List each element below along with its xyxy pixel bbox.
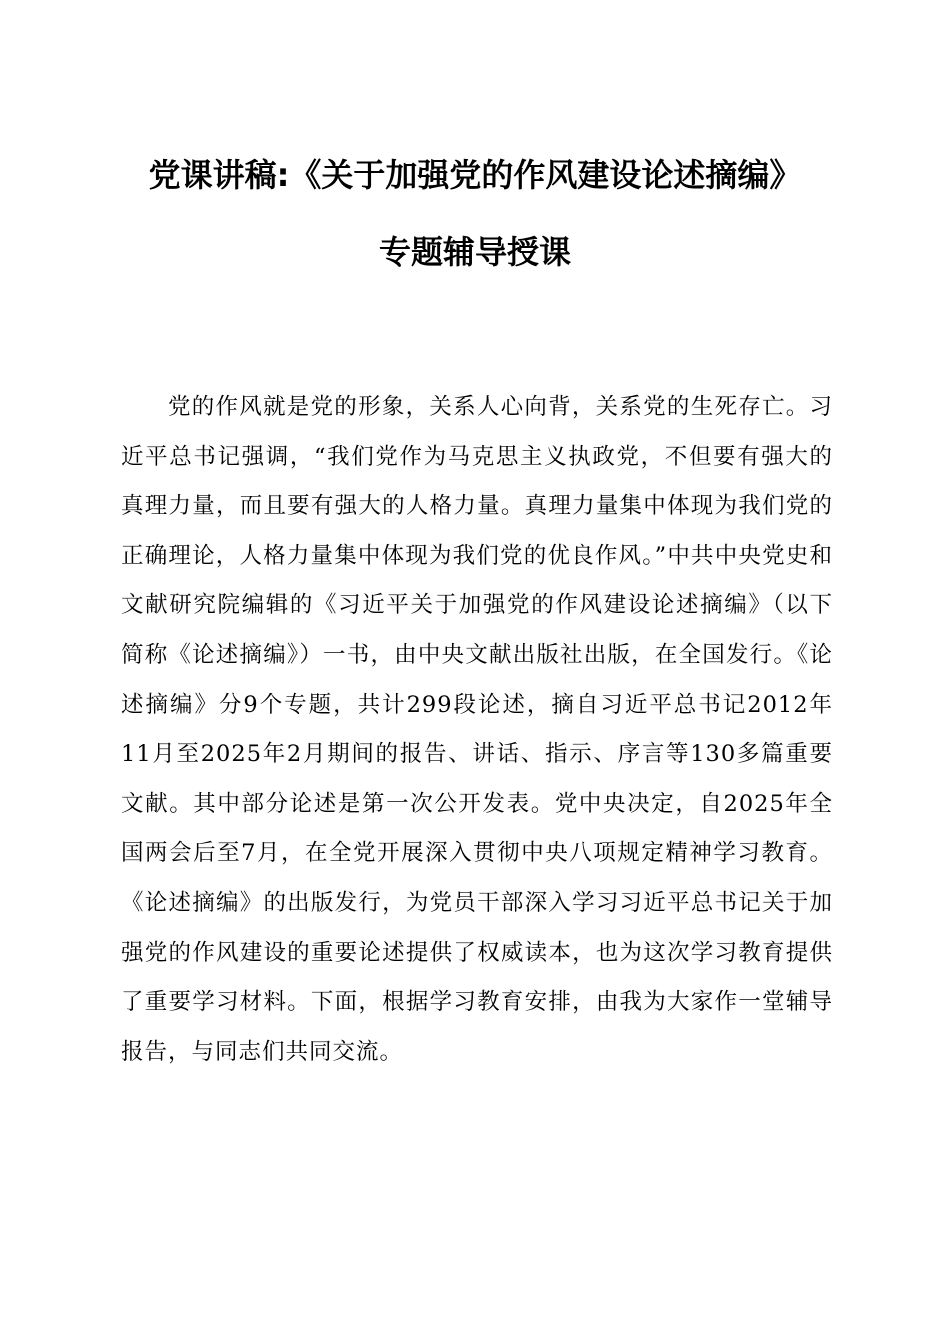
title-block — [118, 152, 832, 275]
document-title: 党课讲稿:《关于加强党的作风建设论述摘编》 — [148, 156, 802, 194]
body-paragraph: 党的作风就是党的形象，关系人心向背，关系党的生死存亡。习近平总书记强调，“我们党作为马克思主义执政党，不但要有强大的真理力量，而且要有强大的人格力量。真理力量集中体现为我们党的正确理论，人格力量集中体现为我们党的优良作风。”中共中央党史和文献研究院编辑的《习近平关于加强党的作风建设论述摘编》（以下简称《论述摘编》）一书，由中央文献出版社出版，在全国发行。《论述摘编》分9个专题，共计299段论述，摘自习近平总书记2012年11月至2025年2月期间的报告、讲话、指示、序言等130多篇重要文献。其中部分论述是第一次公开发表。党中央决定，自2025年全国两会后至7月，在全党开展深入贯彻中央八项规定精神学习教育。《论述摘编》的出版发行，为党员干部深入学习习近平总书记关于加强党的作风建设的重要论述提供了权威读本，也为这次学习教育提供了重要学习材料。下面，根据学习教育安排，由我为大家作一堂辅导报告，与同志们共同交流。 — [121, 394, 833, 1065]
document-subtitle: 专题辅导授课 — [378, 233, 571, 271]
